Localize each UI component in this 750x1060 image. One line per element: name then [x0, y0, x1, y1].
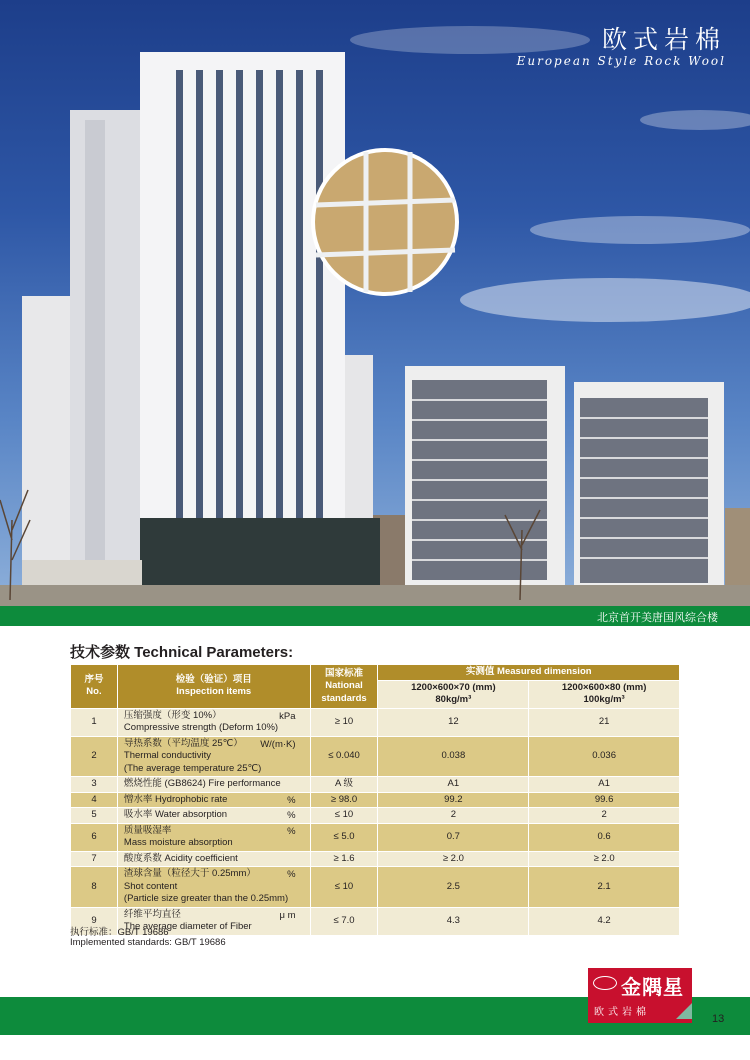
table-row	[71, 823, 680, 851]
header-col2: 1200×600×80 (mm) 100kg/m³	[529, 680, 680, 708]
cell-value-2: 2.1	[529, 867, 680, 908]
table-row	[71, 851, 680, 867]
item-unit: %	[287, 810, 296, 821]
cell-item	[117, 777, 310, 793]
header-national-standards: 国家标准 National standards	[310, 665, 378, 709]
header-no: 序号 No.	[71, 665, 118, 709]
standard-en: Implemented standards: GB/T 19686	[70, 937, 226, 948]
cell-standard: ≤ 0.040	[310, 736, 378, 777]
item-unit: %	[287, 794, 296, 806]
cell-item	[117, 792, 310, 808]
table-row	[71, 777, 680, 793]
header-title-cn: 欧式岩棉	[601, 25, 726, 54]
item-unit: W/(m·K)	[260, 738, 296, 750]
cell-value-2: 0.6	[529, 823, 680, 851]
cell-value-1: 0.038	[378, 736, 529, 777]
cell-standard: ≤ 10	[310, 808, 378, 824]
cell-value-2: 0.036	[529, 736, 680, 777]
cell-no: 9	[71, 907, 118, 935]
item-cn: 酸度系数 Acidity coefficient	[123, 852, 238, 864]
cell-standard: ≥ 10	[310, 708, 378, 736]
item-extra: (Particle size greater than the 0.25mm)	[123, 893, 289, 904]
table-row	[71, 792, 680, 808]
cell-no: 2	[71, 736, 118, 777]
table-row	[71, 867, 680, 908]
item-unit: %	[287, 825, 296, 837]
cell-no: 6	[71, 823, 118, 851]
item-cn: 导热系数（平均温度 25℃）	[123, 737, 243, 749]
table-row	[71, 736, 680, 777]
item-en: Thermal conductivity	[123, 750, 212, 761]
cell-value-1: 99.2	[378, 792, 529, 808]
cell-standard: ≥ 1.6	[310, 851, 378, 867]
brand-name: 金隅星	[621, 977, 684, 999]
photo-caption: 北京首开美唐国风综合楼	[597, 612, 718, 624]
table-row	[71, 808, 680, 824]
corner-decoration	[676, 1003, 692, 1019]
item-unit: %	[287, 869, 296, 880]
cell-standard: ≤ 7.0	[310, 907, 378, 935]
logo-icon	[593, 976, 617, 990]
cell-no: 8	[71, 867, 118, 908]
header-measured: 实测值 Measured dimension	[378, 665, 680, 681]
item-extra: (The average temperature 25℃)	[123, 762, 262, 774]
cell-value-1: 0.7	[378, 823, 529, 851]
cell-value-1: 4.3	[378, 907, 529, 935]
cell-value-1: 2	[378, 808, 529, 824]
cell-no: 5	[71, 808, 118, 824]
cell-no: 3	[71, 777, 118, 793]
cell-value-2: A1	[529, 777, 680, 793]
item-en: The average diameter of Fiber	[123, 921, 252, 932]
cell-item	[117, 736, 310, 777]
cell-item	[117, 808, 310, 824]
cell-standard: ≥ 98.0	[310, 792, 378, 808]
item-en: Shot content	[123, 880, 178, 892]
cell-item	[117, 708, 310, 736]
section-title: 技术参数 Technical Parameters:	[70, 644, 294, 661]
cell-value-1: 12	[378, 708, 529, 736]
cell-no: 4	[71, 792, 118, 808]
cell-standard: ≤ 10	[310, 867, 378, 908]
item-unit: kPa	[279, 710, 296, 722]
parameters-table	[70, 664, 680, 936]
cell-item	[117, 867, 310, 908]
header-col1: 1200×600×70 (mm) 80kg/m³	[378, 680, 529, 708]
cell-standard: A 级	[310, 777, 378, 793]
brand-subtitle: 欧式岩棉	[594, 1007, 650, 1018]
cell-value-2: 4.2	[529, 907, 680, 935]
cell-standard: ≤ 5.0	[310, 823, 378, 851]
item-cn: 吸水率 Water absorption	[123, 809, 228, 820]
item-cn: 憎水率 Hydrophobic rate	[123, 793, 228, 805]
cell-value-2: 21	[529, 708, 680, 736]
item-cn: 渣球含量（粒径大于 0.25mm）	[123, 868, 256, 879]
header-item: 检验（验证）项目 Inspection items	[117, 665, 310, 709]
cell-item	[117, 851, 310, 867]
item-cn: 质量吸湿率	[123, 824, 172, 836]
item-en: Mass moisture absorption	[123, 837, 233, 848]
cell-value-2: 2	[529, 808, 680, 824]
cell-no: 1	[71, 708, 118, 736]
cell-value-1: 2.5	[378, 867, 529, 908]
header-title-en: European Style Rock Wool	[516, 54, 726, 68]
item-cn: 压缩强度（形变 10%）	[123, 709, 222, 721]
cell-value-1: ≥ 2.0	[378, 851, 529, 867]
cell-value-1: A1	[378, 777, 529, 793]
table-row	[71, 708, 680, 736]
page-number: 13	[712, 1013, 725, 1025]
item-cn: 燃烧性能 (GB8624) Fire performance	[123, 778, 281, 789]
item-en: Compressive strength (Deform 10%)	[123, 722, 279, 733]
item-unit: μ m	[279, 909, 296, 921]
cell-no: 7	[71, 851, 118, 867]
cell-item	[117, 823, 310, 851]
item-cn: 纤维平均直径	[123, 908, 181, 920]
cell-value-2: ≥ 2.0	[529, 851, 680, 867]
standard-cn: 执行标准：GB/T 19686	[70, 927, 169, 938]
cell-value-2: 99.6	[529, 792, 680, 808]
